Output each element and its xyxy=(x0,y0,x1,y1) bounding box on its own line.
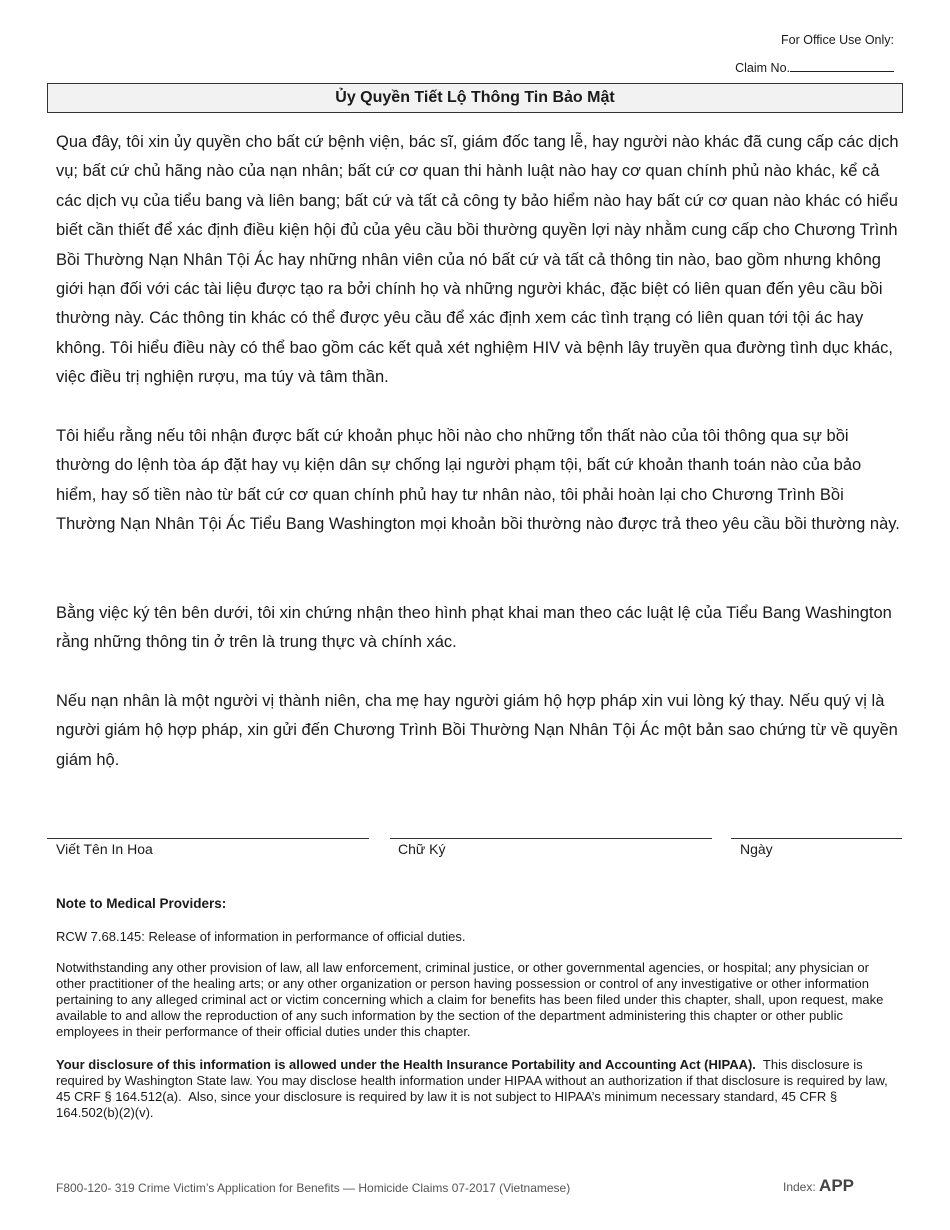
minor-guardian-paragraph: Nếu nạn nhân là một người vị thành niên, cha mẹ hay người giám hộ hợp pháp xin vui lòng ký thay. Nếu quý vị là người giám hộ hợp pháp, xin gửi đến Chương Trình Bồi Thường Nạn Nhân Tội Ác một bản sao chứng từ về quyền giám hộ. xyxy=(56,692,898,769)
claim-number-line[interactable] xyxy=(790,60,894,72)
hipaa-paragraph xyxy=(56,1057,896,1121)
signature-label: Chữ Ký xyxy=(398,841,446,857)
office-use-label: For Office Use Only: xyxy=(781,33,894,47)
printed-name-label: Viết Tên In Hoa xyxy=(56,841,153,857)
reimbursement-paragraph: Tôi hiểu rằng nếu tôi nhận được bất cứ khoản phục hồi nào cho những tổn thất nào của tôi thông qua sự bồi thường do lệnh tòa áp đặt hay vụ kiện dân sự chống lại người phạm tội, bất cứ khoản thanh toán nào của bảo hiểm, hay số tiền nào từ bất cứ cơ quan chính phủ hay tư nhân nào, tôi phải hoàn lại cho Chương Trình Bồi Thường Nạn Nhân Tội Ác Tiểu Bang Washington mọi khoản bồi thường nào được trả theo yêu cầu bồi thường này. xyxy=(56,427,900,534)
authorization-paragraph: Qua đây, tôi xin ủy quyền cho bất cứ bệnh viện, bác sĩ, giám đốc tang lễ, hay người nào khác đã cung cấp các dịch vụ; bất cứ chủ hãng nào của nạn nhân; bất cứ cơ quan thi hành luật nào hay cơ quan chính phủ nào khác, kể cả các dịch vụ của tiểu bang và liên bang; bất cứ và tất cả công ty bảo hiểm nào hay bất cứ cơ quan nào khác có hiểu biết cần thiết để xác định điều kiện hội đủ của yêu cầu bồi thường quyền lợi này nhằm cung cấp cho Chương Trình Bồi Thường Nạn Nhân Tội Ác hay những nhân viên của nó bất cứ và tất cả thông tin nào, bao gồm nhưng không giới hạn đối với các tài liệu được tạo ra bởi chính họ và những người khác, đặc biệt có liên quan đến yêu cầu bồi thường này. Các thông tin khác có thể được yêu cầu để xác định xem các tình trạng có liên quan tới tội ác hay không. Tôi hiểu điều này có thể bao gồm các kết quả xét nghiệm HIV và bệnh lây truyền qua đường tình dục khác, việc điều trị nghiện rượu, ma túy và tâm thần. xyxy=(56,133,899,387)
index-label: Index: xyxy=(783,1180,816,1194)
form-identifier: F800-120- 319 Crime Victim’s Application for Benefits — Homicide Claims 07-2017 (Vietnamese) xyxy=(56,1181,571,1195)
date-label: Ngày xyxy=(740,841,773,857)
claim-number-label: Claim No. xyxy=(735,61,790,75)
form-index xyxy=(783,1176,854,1196)
printed-name-line[interactable] xyxy=(47,838,369,839)
rcw-reference: RCW 7.68.145: Release of information in performance of official duties. xyxy=(56,929,466,944)
date-line[interactable] xyxy=(731,838,902,839)
hipaa-text: This disclosure is required by Washington State law. You may disclose health information under HIPAA without an authorization if that disclosure is required by law, 45 CRF § 164.512(a). Also, since your disclosure is required by law it is not subject to HIPAA’s minimum necessary standard, 45 CFR § 164.502(b)(2)(v). xyxy=(56,1057,892,1120)
page-title: Ủy Quyền Tiết Lộ Thông Tin Bảo Mật xyxy=(47,83,903,113)
claim-number-field[interactable] xyxy=(735,60,894,75)
hipaa-bold-text: Your disclosure of this information is allowed under the Health Insurance Portability and Accounting Act (HIPAA). xyxy=(56,1057,756,1072)
certification-paragraph: Bằng việc ký tên bên dưới, tôi xin chứng nhận theo hình phạt khai man theo các luật lệ của Tiểu Bang Washington rằng những thông tin ở trên là trung thực và chính xác. xyxy=(56,604,892,652)
rcw-body: Notwithstanding any other provision of law, all law enforcement, criminal justice, or other governmental agencies, or hospital; any physician or other practitioner of the healing arts; or any other organization or person having possession or control of any investigative or other information pertaining to any alleged criminal act or victim concerning which a claim for benefits has been filed under this chapter, shall, upon request, make available to and allow the reproduction of any such information by the section of the department administering this chapter or other public employees in their performance of their official duties under this chapter. xyxy=(56,960,884,1039)
signature-line[interactable] xyxy=(390,838,712,839)
index-value: APP xyxy=(819,1176,855,1195)
note-heading: Note to Medical Providers: xyxy=(56,896,227,911)
